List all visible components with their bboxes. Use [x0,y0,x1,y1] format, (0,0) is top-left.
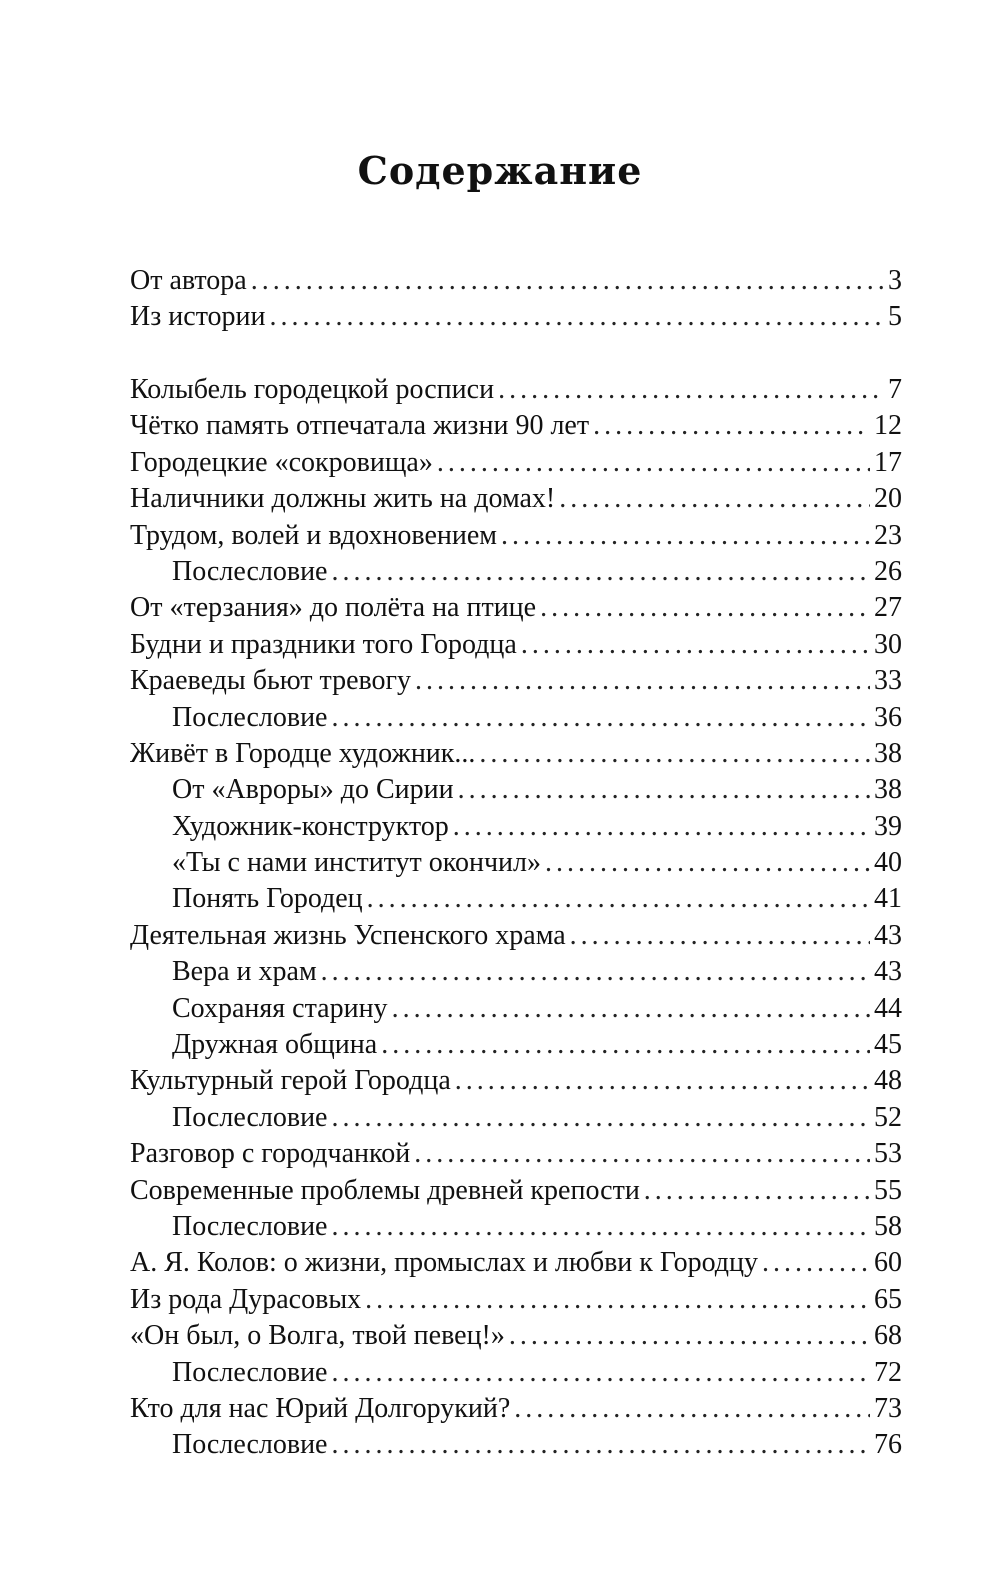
toc-entry-title: Послесловие [172,1356,328,1388]
toc-page-number: 23 [874,519,902,551]
toc-page-number: 30 [874,628,902,660]
toc-entry-title: От «Авроры» до Сирии [172,774,454,806]
toc-page-number: 53 [874,1138,902,1170]
toc-entry [130,663,902,699]
toc-subentry [130,1427,902,1463]
toc-entry [130,518,902,554]
toc-entry-title: «Он был, о Волга, твой певец!» [130,1320,505,1352]
dot-leader [414,1136,870,1172]
dot-leader [762,1245,870,1281]
toc-main-list [130,372,902,1464]
toc-page-number: 41 [874,883,902,915]
toc-subentry [130,700,902,736]
toc-entry-title: Послесловие [172,1210,328,1242]
dot-leader [365,1282,870,1318]
toc-entry-title: Колыбель городецкой росписи [130,374,495,405]
toc-entry [130,736,902,772]
toc-subentry [130,554,902,590]
dot-leader [415,663,870,699]
toc-subentry [130,1209,902,1245]
toc-page-number: 17 [874,446,902,478]
toc-entry [130,590,902,626]
toc-entry-title: Сохраняя старину [172,992,388,1024]
toc-page-number: 40 [874,847,902,879]
toc-page-number: 7 [888,374,902,405]
toc-entry-title: Послесловие [172,1429,328,1461]
toc-intro-list [130,263,902,336]
dot-leader [367,881,870,917]
dot-leader [521,627,870,663]
dot-leader [458,772,870,808]
toc-entry-title: Городецкие «сокровища» [130,446,433,478]
toc-subentry [130,809,902,845]
toc-entry-title: Послесловие [172,555,328,587]
dot-leader [331,554,870,590]
toc-entry-title: Дружная община [172,1029,378,1061]
dot-leader [321,954,870,990]
toc-page-number: 52 [874,1101,902,1133]
toc-entry [130,1282,902,1318]
dot-leader [455,1063,870,1099]
toc-subentry [130,1027,902,1063]
toc-page-number: 38 [874,774,902,806]
toc-entry-title: Послесловие [172,1101,328,1133]
toc-entry-title: Кто для нас Юрий Долгорукий? [130,1392,511,1424]
toc-page-number: 39 [874,810,902,842]
toc-subentry [130,772,902,808]
dot-leader [270,299,884,335]
toc-entry-title: Из рода Дурасовых [130,1283,362,1315]
toc-entry-title: Вера и храм [172,956,317,988]
toc-entry-title: «Ты с нами институт окончил» [172,847,541,879]
toc-subentry [130,845,902,881]
toc-entry [130,1391,902,1427]
dot-leader [331,1355,870,1391]
toc-entry [130,408,902,444]
toc-entry [130,1245,902,1281]
dot-leader [545,845,870,881]
toc-subentry [130,991,902,1027]
toc-entry-title: Понять Городец [172,883,363,915]
dot-leader [331,1100,870,1136]
toc-entry-title: Из истории [130,301,266,333]
toc-entry-title: Культурный герой Городца [130,1065,451,1097]
toc-page-number: 20 [874,483,902,515]
dot-leader [453,809,870,845]
dot-leader [381,1027,870,1063]
toc-entry-title: А. Я. Колов: о жизни, промыслах и любви к Городцу [130,1247,759,1279]
toc-page-number: 43 [874,919,902,951]
toc-entry [130,1136,902,1172]
toc-entry [130,918,902,954]
toc-subentry [130,954,902,990]
dot-leader [593,408,870,444]
dot-leader [331,1209,870,1245]
toc-page-number: 12 [874,410,902,442]
toc-entry [130,372,902,408]
toc-page-number: 68 [874,1320,902,1352]
toc-page-number: 27 [874,592,902,624]
toc-entry-title: Художник-конструктор [172,810,449,842]
toc-entry [130,1318,902,1354]
dot-leader [501,518,870,554]
toc-entry-title: Краеведы бьют тревогу [130,665,412,697]
toc-entry-title: Будни и праздники того Городца [130,628,517,660]
toc-entry [130,481,902,517]
page-title: Содержание [357,148,643,193]
toc-page-number: 58 [874,1210,902,1242]
dot-leader [331,1427,870,1463]
toc-entry-title: Живёт в Городце художник... [130,737,476,769]
toc-entry-title: Послесловие [172,701,328,733]
toc-page-number: 72 [874,1356,902,1388]
toc-entry-title: Деятельная жизнь Успенского храма [130,919,566,951]
toc-page-number: 33 [874,665,902,697]
dot-leader [644,1173,870,1209]
dot-leader [251,263,884,299]
toc-entry [130,445,902,481]
dot-leader [392,991,870,1027]
toc-entry-title: Чётко память отпечатала жизни 90 лет [130,410,590,442]
dot-leader [540,590,870,626]
toc-page-number: 45 [874,1029,902,1061]
toc-page-number: 48 [874,1065,902,1097]
toc-entry-title: Современные проблемы древней крепости [130,1174,640,1206]
toc-entry [130,627,902,663]
toc-subentry [130,1100,902,1136]
dot-leader [479,736,870,772]
toc-page-number: 43 [874,956,902,988]
toc-page-number: 55 [874,1174,902,1206]
toc-entry [130,263,902,299]
toc-page-number: 38 [874,737,902,769]
toc-page-number: 44 [874,992,902,1024]
toc-page-number: 36 [874,701,902,733]
dot-leader [570,918,870,954]
toc-page-number: 5 [888,301,902,333]
toc-entry-title: Разговор с городчанкой [130,1138,411,1170]
toc-page-number: 3 [888,265,902,296]
toc-entry [130,299,902,335]
dot-leader [437,445,870,481]
toc-entry-title: От автора [130,265,247,296]
toc-page-number: 73 [874,1392,902,1424]
toc-entry-title: Наличники должны жить на домах! [130,483,556,515]
dot-leader [509,1318,870,1354]
toc-entry [130,1063,902,1099]
toc-page-number: 76 [874,1429,902,1461]
dot-leader [498,372,884,408]
toc-entry-title: От «терзания» до полёта на птице [130,592,537,624]
dot-leader [559,481,870,517]
toc-entry [130,1173,902,1209]
dot-leader [514,1391,870,1427]
toc-page-number: 60 [874,1247,902,1279]
toc-page-number: 26 [874,555,902,587]
dot-leader [331,700,870,736]
toc-subentry [130,1355,902,1391]
toc-entry-title: Трудом, волей и вдохновением [130,519,498,551]
toc-subentry [130,881,902,917]
toc-page-number: 65 [874,1283,902,1315]
